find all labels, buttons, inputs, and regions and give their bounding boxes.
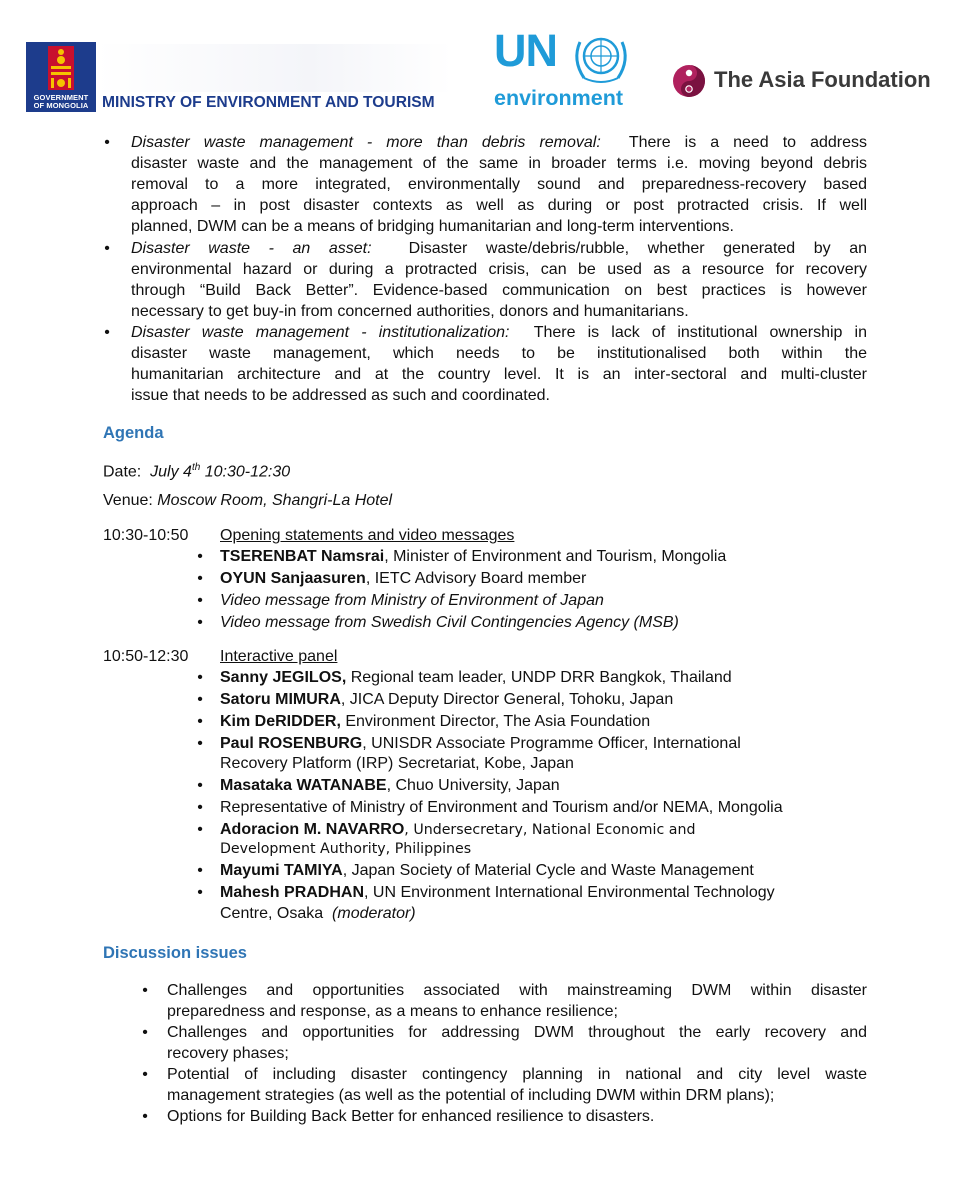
page-header: [0, 0, 960, 125]
intro-text-line: humanitarian architecture and at the country level. It is an inter-sectoral and multi-cluster: [131, 366, 867, 383]
intro-text-line: necessary to get buy-in from concerned authorities, donors and humanitarians.: [131, 303, 689, 320]
bullet-marker: •: [197, 669, 203, 686]
session-time: 10:50-12:30: [103, 648, 189, 665]
intro-text-line: disaster waste management, which needs to be institutionalised both within the: [131, 345, 867, 362]
discussion-item-line: Potential of including disaster contingency planning in national and city level waste: [167, 1066, 867, 1083]
bullet-marker: •: [104, 240, 110, 257]
session-time: 10:30-10:50: [103, 527, 189, 544]
un-environment-text: environment: [494, 86, 624, 110]
intro-text-line: approach – in post disaster contexts as well as during or post protracted crisis. If well: [131, 197, 867, 214]
list-item: Masataka WATANABE, Chuo University, Japan: [220, 777, 560, 794]
list-item: Kim DeRIDDER, Environment Director, The Asia Foundation: [220, 713, 651, 730]
intro-text-line: disaster waste and the management of the same in broader terms i.e. moving beyond debris: [131, 155, 867, 172]
government-of-mongolia-logo: [26, 42, 96, 112]
discussion-heading: Discussion issues: [103, 944, 247, 962]
list-item: Paul ROSENBURG, UNISDR Associate Programme Officer, International: [220, 735, 741, 752]
bullet-marker: •: [197, 821, 203, 838]
intro-bullet-2-line-1: Disaster waste - an asset: Disaster waste/debris/rubble, whether generated by an: [131, 240, 867, 257]
list-item: Sanny JEGILOS, Regional team leader, UNDP DRR Bangkok, Thailand: [220, 669, 732, 686]
intro-text-line: planned, DWM can be a means of bridging humanitarian and long-term interventions.: [131, 218, 734, 235]
discussion-item-line: Options for Building Back Better for enhanced resilience to disasters.: [167, 1108, 655, 1125]
discussion-item-line: recovery phases;: [167, 1045, 289, 1062]
bullet-marker: •: [197, 735, 203, 752]
bullet-marker: •: [142, 1108, 148, 1125]
discussion-item-line: preparedness and response, as a means to enhance resilience;: [167, 1003, 618, 1020]
bullet-marker: •: [104, 324, 110, 341]
intro-text-line: through “Build Back Better”. Evidence-based communication on best practices is however: [131, 282, 867, 299]
discussion-item-line: management strategies (as well as the potential of including DWM within DRM plans);: [167, 1087, 775, 1104]
session-title: Opening statements and video messages: [220, 527, 515, 544]
bullet-marker: •: [197, 777, 203, 794]
list-item: Adoracion M. NAVARRO, Undersecretary, National Economic and: [220, 821, 696, 838]
asia-foundation-logo-icon: [672, 64, 706, 98]
bullet-marker: •: [197, 570, 203, 587]
list-item: Satoru MIMURA, JICA Deputy Director General, Tohoku, Japan: [220, 691, 674, 708]
agenda-venue: Venue: Moscow Room, Shangri-La Hotel: [103, 492, 393, 509]
list-item: OYUN Sanjaasuren, IETC Advisory Board member: [220, 570, 587, 587]
intro-text-line: removal to a more integrated, environmentally sound and preparedness-recovery based: [131, 176, 867, 193]
intro-text-line: issue that needs to be addressed as such and coordinated.: [131, 387, 550, 404]
bullet-marker: •: [197, 592, 203, 609]
bullet-marker: •: [142, 982, 148, 999]
list-item: TSERENBAT Namsrai, Minister of Environment and Tourism, Mongolia: [220, 548, 727, 565]
soyombo-emblem-icon: [48, 46, 74, 90]
list-item: Mayumi TAMIYA, Japan Society of Material Cycle and Waste Management: [220, 862, 754, 879]
asia-foundation-name: The Asia Foundation: [714, 67, 931, 92]
un-wordmark: UN: [494, 25, 557, 76]
bullet-marker: •: [197, 548, 203, 565]
list-item-continuation: Development Authority, Philippines: [220, 841, 472, 857]
agenda-heading: Agenda: [103, 424, 164, 442]
bullet-marker: •: [197, 862, 203, 879]
agenda-date: Date: July 4th 10:30-12:30: [103, 462, 291, 481]
bullet-marker: •: [197, 713, 203, 730]
bullet-marker: •: [197, 614, 203, 631]
list-item: Video message from Ministry of Environment of Japan: [220, 592, 604, 609]
bullet-marker: •: [197, 799, 203, 816]
gov-logo-text: GOVERNMENT OF MONGOLIA: [33, 93, 89, 110]
list-item-continuation: Recovery Platform (IRP) Secretariat, Kobe, Japan: [220, 755, 574, 772]
list-item: Mahesh PRADHAN, UN Environment International Environmental Technology: [220, 884, 775, 901]
intro-bullet-3-line-1: Disaster waste management - institutionalization: There is lack of institutional ownership in: [131, 324, 867, 341]
discussion-item-line: Challenges and opportunities for addressing DWM throughout the early recovery and: [167, 1024, 867, 1041]
bullet-marker: •: [142, 1024, 148, 1041]
bullet-marker: •: [104, 134, 110, 151]
session-title: Interactive panel: [220, 648, 338, 665]
bullet-marker: •: [142, 1066, 148, 1083]
list-item-continuation: Centre, Osaka (moderator): [220, 905, 416, 922]
list-item: Video message from Swedish Civil Contingencies Agency (MSB): [220, 614, 679, 631]
header-band: [96, 44, 452, 92]
list-item: Representative of Ministry of Environment and Tourism and/or NEMA, Mongolia: [220, 799, 783, 816]
un-emblem-icon: [570, 32, 632, 88]
bullet-marker: •: [197, 884, 203, 901]
ministry-title: MINISTRY OF ENVIRONMENT AND TOURISM: [102, 94, 435, 111]
bullet-marker: •: [197, 691, 203, 708]
discussion-item-line: Challenges and opportunities associated with mainstreaming DWM within disaster: [167, 982, 867, 999]
intro-bullet-1-line-1: Disaster waste management - more than debris removal: There is a need to address: [131, 134, 867, 151]
intro-text-line: environmental hazard or during a protracted crisis, can be used as a resource for recovery: [131, 261, 867, 278]
